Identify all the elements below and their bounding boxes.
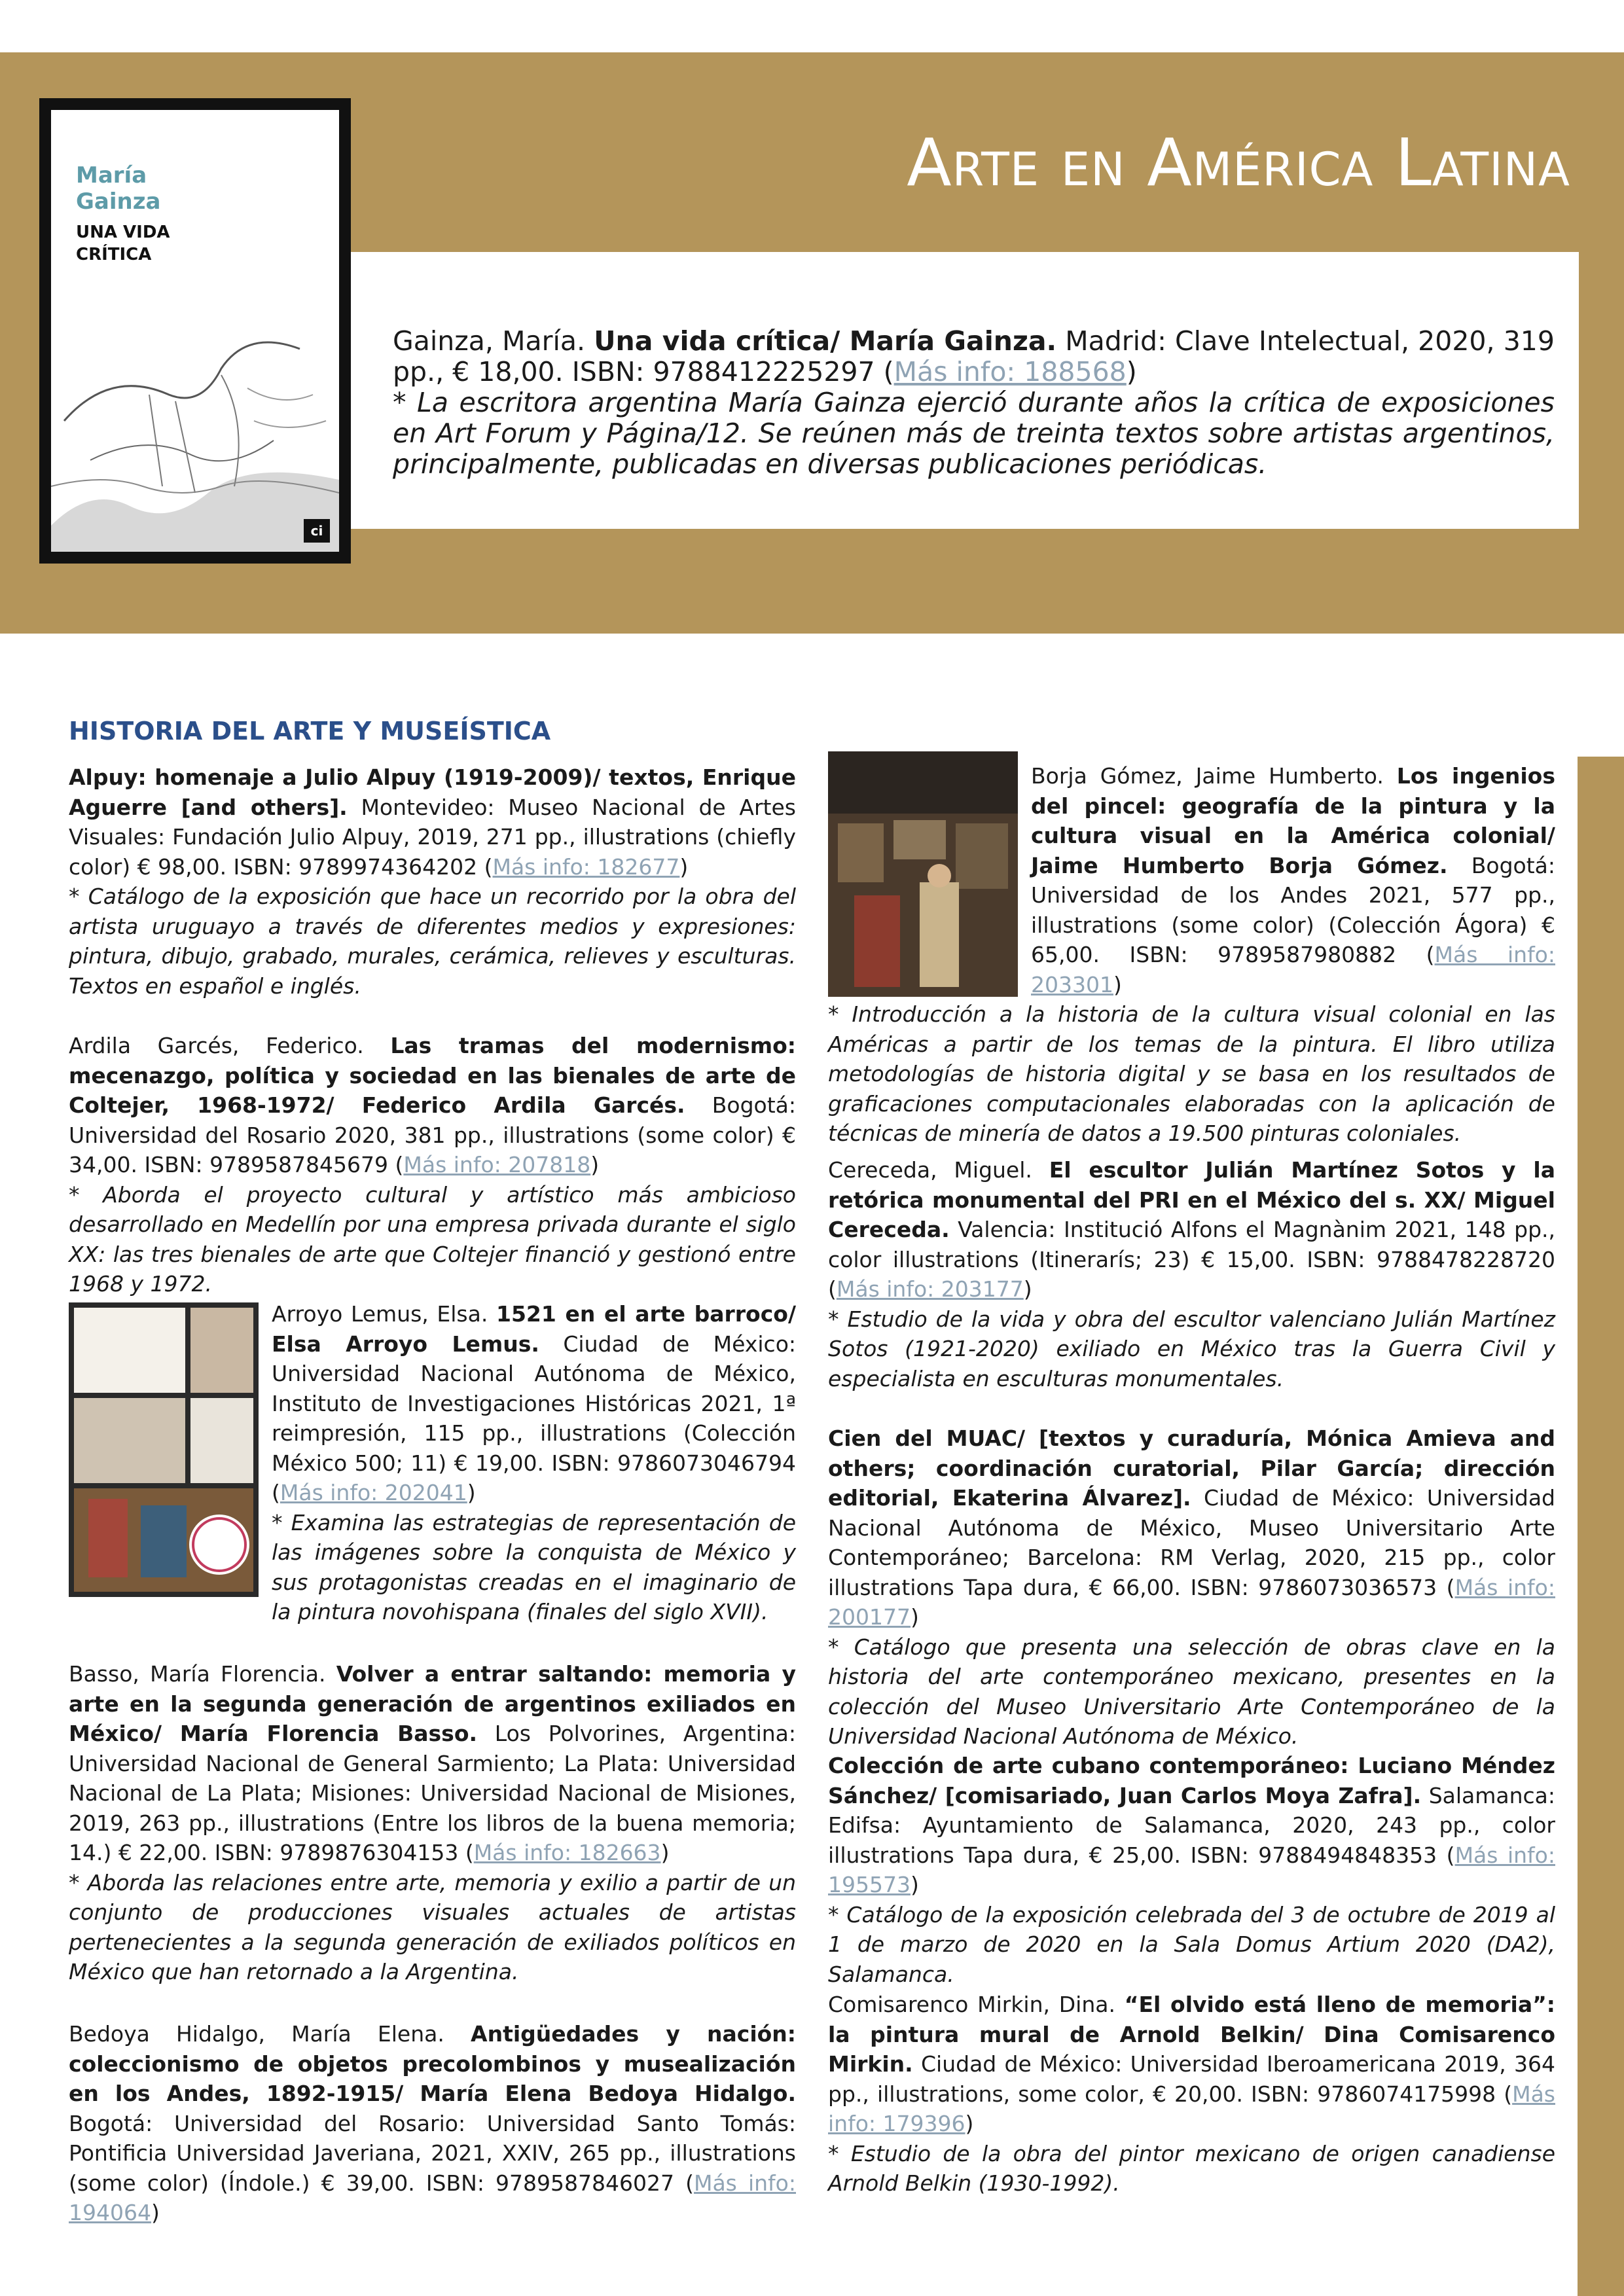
more-info-link[interactable]: Más info: 202041 — [280, 1480, 467, 1505]
more-info-link[interactable]: Más info: 203301 — [1031, 942, 1555, 997]
more-info-link[interactable]: Más info: 179396 — [828, 2081, 1555, 2136]
book-entry: Basso, María Florencia. Volver a entrar saltando: memoria y arte en la segunda generación de argentinos exiliados en México/ María Florencia Basso. Los Polvorines, Argentina: Universidad Nacional de General Sarmiento; La Plata: Universidad Nacional de La Plata; Misiones: Universidad Nacional de Misiones, 2019, 263 pp., illustrations (Entre los libros de la buena memoria; 14.) € 22,00. ISBN: 9789876304153 (Más info: 182663) * Aborda las relaciones entre arte, memoria y exilio a partir de un conjunto de producciones visuales actuales de artistas pertenecientes a la segunda generación de exiliados políticos en México que han retornado a la Argentina. — [69, 1661, 796, 1984]
featured-book-cover[interactable] — [39, 98, 351, 564]
cover-sketch-illustration — [51, 290, 339, 552]
book-entry: Colección de arte cubano contemporáneo: Luciano Méndez Sánchez/ [comisariado, Juan Carlos Moya Zafra]. Salamanca: Edifsa: Ayuntamiento de Salamanca, 2020, 243 pp., color illustrations Tapa dura, € 25,00. ISBN: 9788494848353 (Más info: 195573) * Catálogo de la exposición celebrada del 3 de octubre de 2019 al 1 de marzo de 2020 en la Sala Domus Artium 2020 (DA2), Salamanca. — [828, 1753, 1556, 1987]
book-entry: Alpuy: homenaje a Julio Alpuy (1919-2009)/ textos, Enrique Aguerre [and others]. Montevideo: Museo Nacional de Artes Visuales: Fundación Julio Alpuy, 2019, 271 pp., illustrations (chiefly color) € 98,00. ISBN: 9789974364202 (Más info: 182677) * Catálogo de la exposición que hace un recorrido por la obra del artista uruguayo a través de diferentes medios y expresiones: pintura, dibujo, grabado, murales, cerámica, relieves y esculturas. Textos en español e inglés. — [69, 764, 796, 999]
cover-title: UNA VIDA CRÍTICA — [76, 223, 170, 264]
more-info-link[interactable]: Más info: 195573 — [828, 1842, 1555, 1897]
book-entry: Comisarenco Mirkin, Dina. “El olvido está lleno de memoria”: la pintura mural de Arnold Belkin/ Dina Comisarenco Mirkin. Ciudad de México: Universidad Iberoamericana 2019, 364 pp., illustrations, some color, € 20,00. ISBN: 9786074175998 (Más info: 179396) * Estudio de la obra del pintor mexicano de origen canadiense Arnold Belkin (1930-1992). — [828, 1992, 1555, 2196]
more-info-link[interactable]: Más info: 182663 — [473, 1840, 661, 1865]
decorative-side-bar — [1578, 757, 1624, 2296]
more-info-link[interactable]: Más info: 200177 — [828, 1574, 1555, 1630]
featured-book-entry: Gainza, María. Una vida crítica/ María Gainza. Madrid: Clave Intelectual, 2020, 319 pp., € 18,00. ISBN: 9788412225297 (Más info: 188568) * La escritora argentina María Gainza ejerció durante años la crítica de exposiciones en Art Forum y Página/12. Se reúnen más de treinta textos sobre artistas argentinos, principalmente, publicadas en diversas publicaciones periódicas. — [393, 325, 1555, 480]
section-heading: HISTORIA DEL ARTE Y MUSEÍSTICA — [69, 717, 551, 745]
book-entry: Ardila Garcés, Federico. Las tramas del modernismo: mecenazgo, política y sociedad en las bienales de arte de Coltejer, 1968-1972/ Federico Ardila Garcés. Bogotá: Universidad del Rosario 2020, 381 pp., illustrations (some color) € 34,00. ISBN: 9789587845679 (Más info: 207818) * Aborda el proyecto cultural y artístico más ambicioso desarrollado en Medellín por una empresa privada durante el siglo XX: las tres bienales de arte que Coltejer financió y gestionó entre 1968 y 1972. — [69, 1033, 796, 1297]
page-title: Arte en América Latina — [907, 124, 1570, 201]
featured-book-title: Una vida crítica/ María Gainza. — [594, 325, 1057, 357]
more-info-link[interactable]: Más info: 188568 — [893, 356, 1127, 387]
book-entry: Cien del MUAC/ [textos y curaduría, Mónica Amieva and others; coordinación curatorial, Pilar García; dirección editorial, Ekaterina Álvarez]. Ciudad de México: Universidad Nacional Autónoma de México, Museo Universitario Arte Contemporáneo; Barcelona: RM Verlag, 2020, 215 pp., color illustrations Tapa dura, € 66,00. ISBN: 9786073036573 (Más info: 200177) * Catálogo que presenta una selección de obras clave en la historia del arte contemporáneo mexicano, presentes en la colección del Museo Universitario Arte Contemporáneo de la Universidad Nacional Autónoma de México. — [828, 1426, 1555, 1749]
book-entry: Cereceda, Miguel. El escultor Julián Martínez Sotos y la retórica monumental del PRI en el México del s. XX/ Miguel Cereceda. Valencia: Institució Alfons el Magnànim 2021, 148 pp., color illustrations (Itinerarís; 23) € 15,00. ISBN: 9788478228720 (Más info: 203177) * Estudio de la vida y obra del escultor valenciano Julián Martínez Sotos (1921-2020) exiliado en México tras la Guerra Civil y especialista en esculturas monumentales. — [828, 1157, 1555, 1391]
more-info-link[interactable]: Más info: 207818 — [403, 1152, 591, 1177]
book-entry: Borja Gómez, Jaime Humberto. Los ingenios del pincel: geografía de la pintura y la cultura visual en la América colonial/ Jaime Humberto Borja Gómez. Bogotá: Universidad de los Andes 2021, 577 pp., illustrations (some color) (Colección Ágora) € 65,00. ISBN: 9789587980882 (Más info: 203301) * Introducción a la historia de la cultura visual colonial en las Américas a partir de los temas de la pintura. El libro utiliza metodologías de historia digital y se basa en los resultados de graficaciones computacionales elaboradas con la aplicación de técnicas de minería de datos a 19.500 pinturas coloniales. — [828, 763, 1555, 1146]
book-entry: Bedoya Hidalgo, María Elena. Antigüedades y nación: coleccionismo de objetos precolombinos y musealización en los Andes, 1892-1915/ María Elena Bedoya Hidalgo. Bogotá: Universidad del Rosario: Universidad Santo Tomás: Pontificia Universidad Javeriana, 2021, XXIV, 265 pp., illustrations (some color) (Índole.) € 39,00. ISBN: 9789587846027 (Más info: 194064) — [69, 2021, 797, 2225]
cover-author: María Gainza — [76, 162, 161, 215]
more-info-link[interactable]: Más info: 182677 — [492, 853, 680, 880]
more-info-link[interactable]: Más info: 194064 — [69, 2170, 796, 2225]
publisher-logo: ci — [304, 519, 330, 543]
featured-book-description: * La escritora argentina María Gainza ejerció durante años la crítica de exposiciones en Art Forum y Página/12. Se reúnen más de treinta textos sobre artistas argentinos, principalmente, publicadas en diversas publicaciones periódicas. — [393, 387, 1555, 480]
book-entry: Arroyo Lemus, Elsa. 1521 en el arte barroco/ Elsa Arroyo Lemus. Ciudad de México: Universidad Nacional Autónoma de México, Instituto de Investigaciones Históricas 2021, 1ª reimpresión, 115 pp., illustrations (Colección México 500; 11) € 19,00. ISBN: 9786073046794 (Más info: 202041) * Examina las estrategias de representación de las imágenes sobre la conquista de México y sus protagonistas creadas en el imaginario de la pintura novohispana (finales del siglo XVII). — [272, 1301, 796, 1624]
more-info-link[interactable]: Más info: 203177 — [836, 1276, 1024, 1302]
